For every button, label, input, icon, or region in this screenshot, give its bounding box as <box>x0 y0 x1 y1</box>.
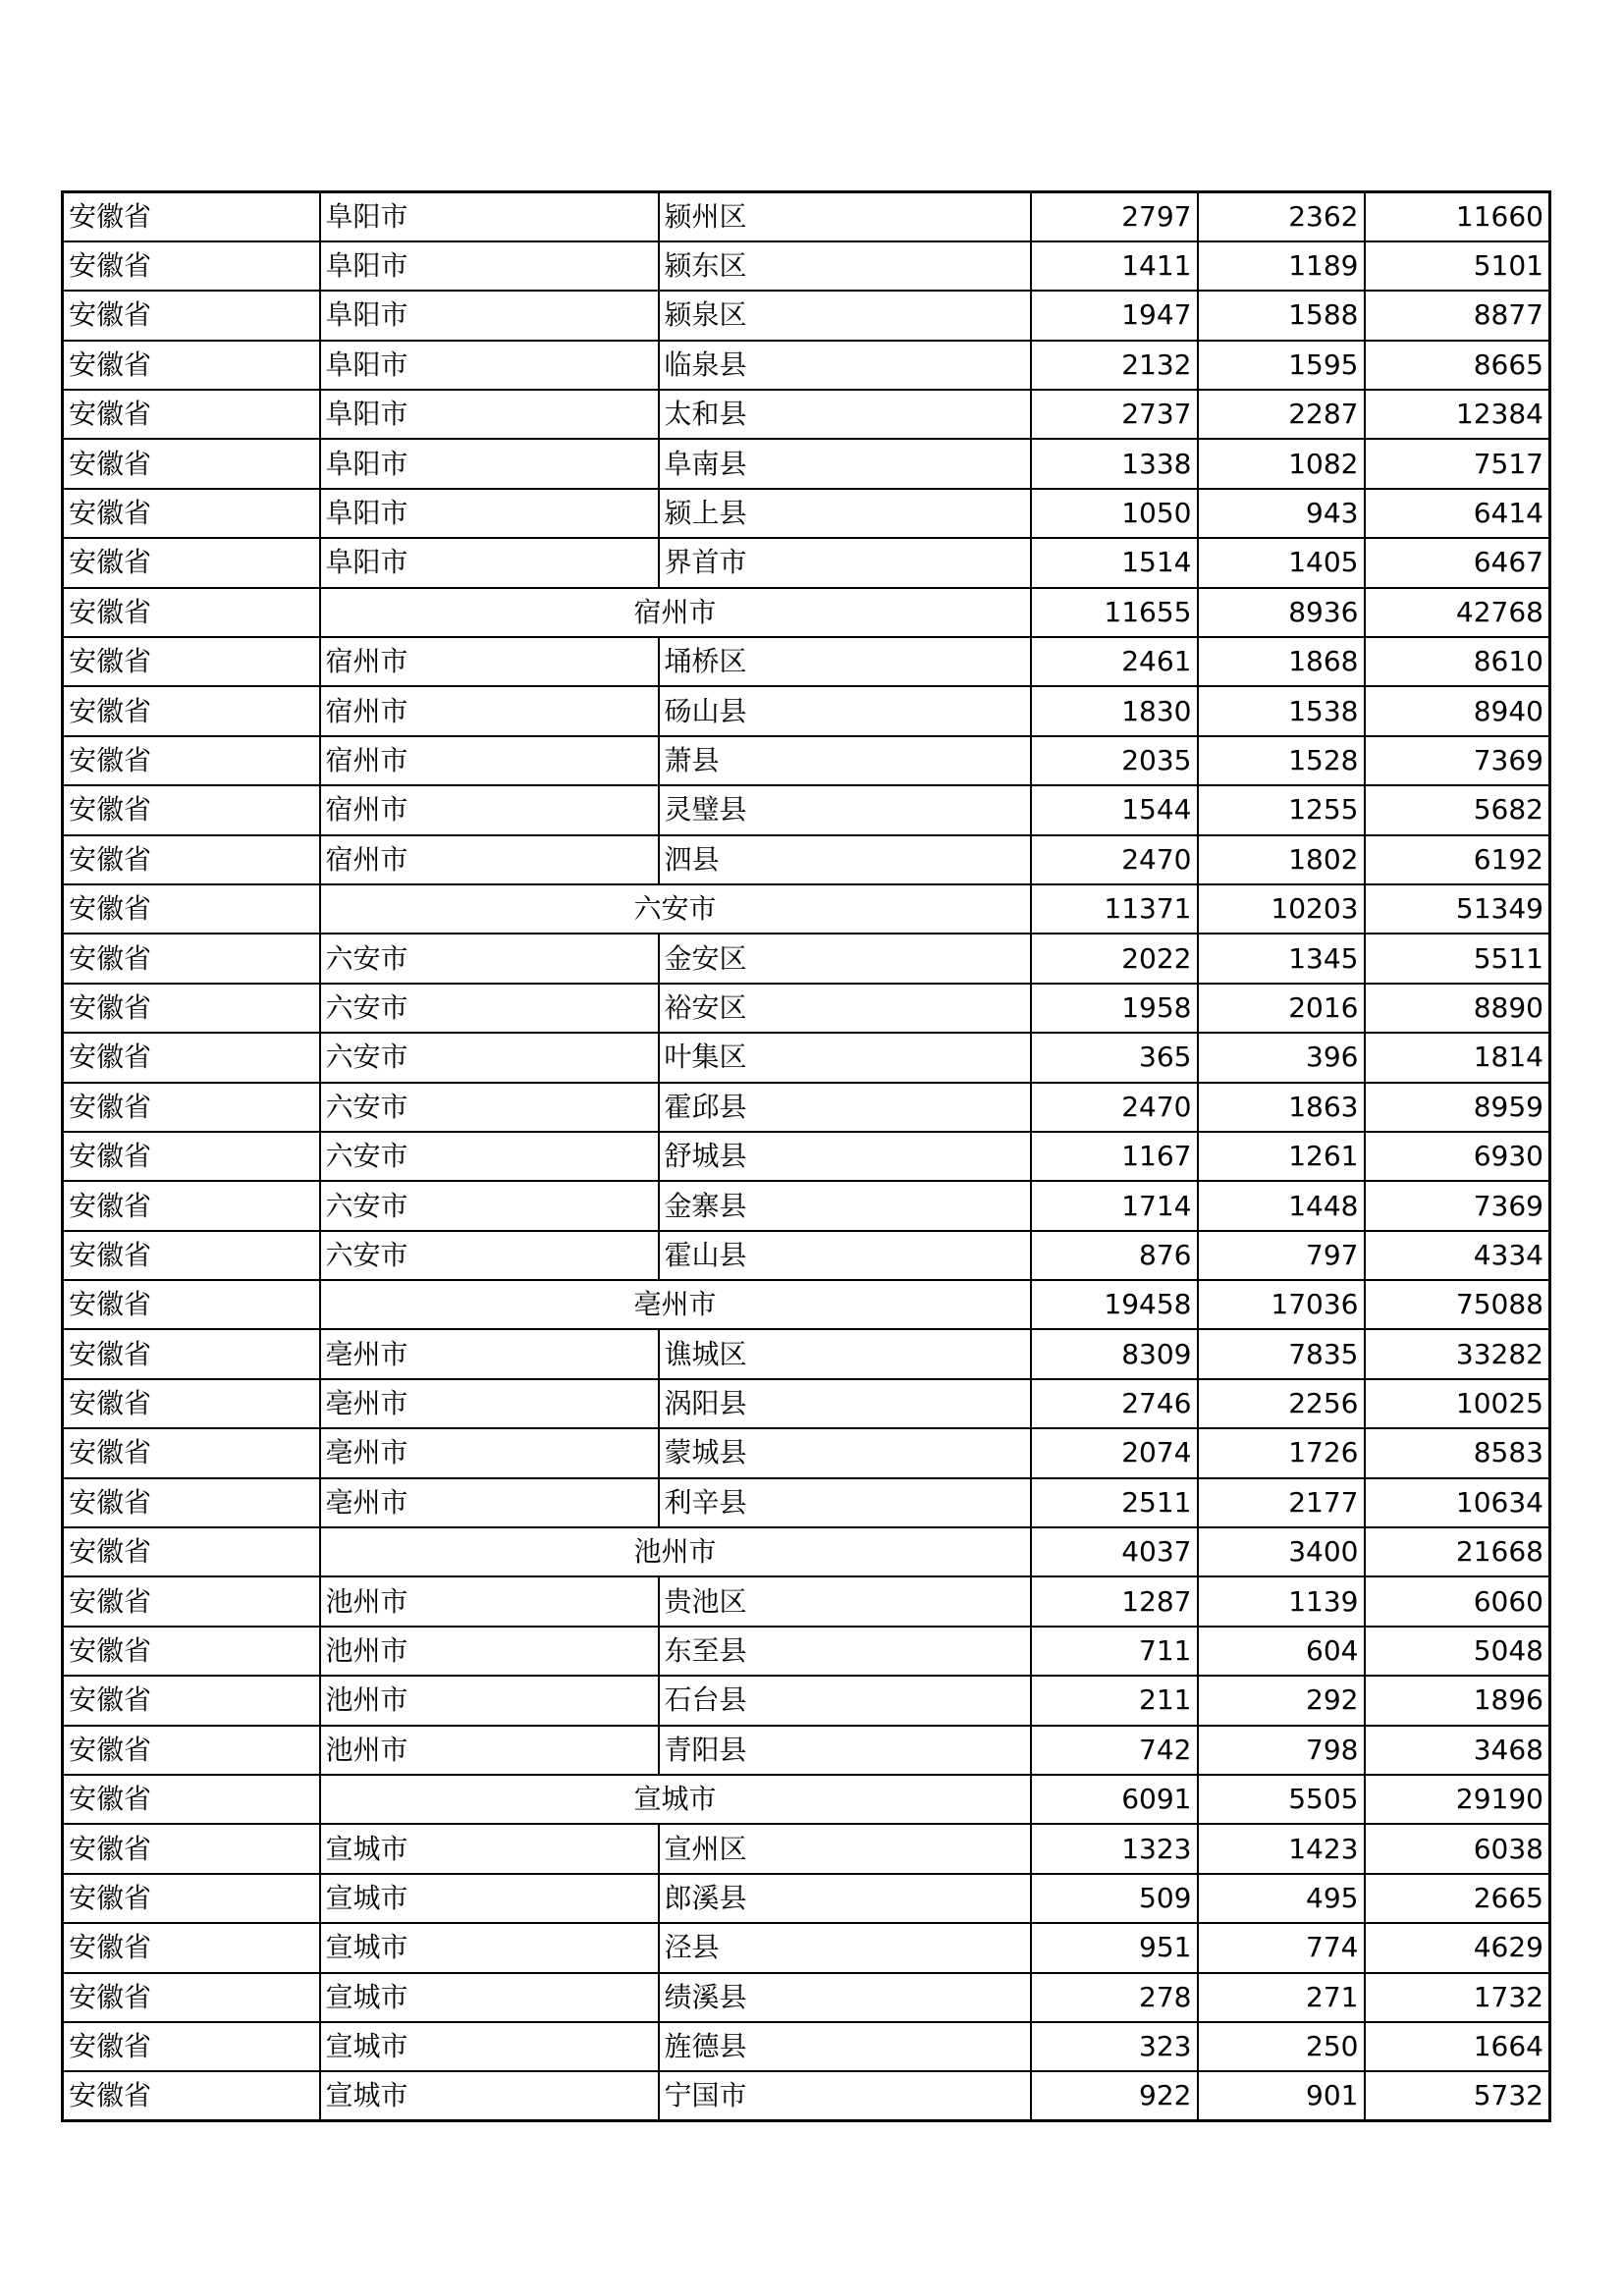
province-cell: 安徽省 <box>63 489 320 538</box>
value-cell-1: 6091 <box>1031 1775 1198 1824</box>
province-cell: 安徽省 <box>63 1726 320 1775</box>
value-cell-2: 1345 <box>1198 934 1365 983</box>
value-cell-3: 11660 <box>1365 192 1550 241</box>
city-cell: 宿州市 <box>320 736 659 785</box>
province-cell: 安徽省 <box>63 637 320 686</box>
table-row <box>63 439 1550 488</box>
table-row <box>63 1132 1550 1181</box>
value-cell-2: 2362 <box>1198 192 1365 241</box>
city-cell: 六安市 <box>320 934 659 983</box>
value-cell-3: 6038 <box>1365 1824 1550 1873</box>
city-cell: 亳州市 <box>320 1329 659 1378</box>
value-cell-2: 1082 <box>1198 439 1365 488</box>
province-cell: 安徽省 <box>63 1627 320 1676</box>
county-cell: 石台县 <box>659 1676 1031 1725</box>
table-body <box>63 192 1550 2121</box>
province-cell: 安徽省 <box>63 1874 320 1923</box>
table-row <box>63 686 1550 735</box>
value-cell-1: 1323 <box>1031 1824 1198 1873</box>
province-cell: 安徽省 <box>63 439 320 488</box>
value-cell-1: 2511 <box>1031 1478 1198 1527</box>
province-cell: 安徽省 <box>63 1083 320 1132</box>
value-cell-2: 1255 <box>1198 785 1365 834</box>
city-cell: 宣城市 <box>320 2022 659 2071</box>
value-cell-1: 2022 <box>1031 934 1198 983</box>
table-row <box>63 1726 1550 1775</box>
city-cell: 宣城市 <box>320 1923 659 1972</box>
city-cell: 阜阳市 <box>320 291 659 340</box>
value-cell-3: 4629 <box>1365 1923 1550 1972</box>
city-cell: 池州市 <box>320 1627 659 1676</box>
value-cell-1: 1287 <box>1031 1576 1198 1626</box>
value-cell-1: 509 <box>1031 1874 1198 1923</box>
county-cell: 宁国市 <box>659 2071 1031 2120</box>
city-cell: 六安市 <box>320 1231 659 1280</box>
value-cell-2: 2287 <box>1198 390 1365 439</box>
city-cell: 亳州市 <box>320 1428 659 1477</box>
value-cell-1: 1514 <box>1031 538 1198 587</box>
value-cell-1: 742 <box>1031 1726 1198 1775</box>
value-cell-3: 29190 <box>1365 1775 1550 1824</box>
table-row <box>63 489 1550 538</box>
value-cell-3: 3468 <box>1365 1726 1550 1775</box>
table-row <box>63 934 1550 983</box>
table-row <box>63 785 1550 834</box>
city-cell: 六安市 <box>320 1083 659 1132</box>
value-cell-2: 2016 <box>1198 984 1365 1033</box>
value-cell-1: 2470 <box>1031 1083 1198 1132</box>
city-cell: 阜阳市 <box>320 538 659 587</box>
value-cell-2: 774 <box>1198 1923 1365 1972</box>
value-cell-3: 8940 <box>1365 686 1550 735</box>
table-row <box>63 2022 1550 2071</box>
province-cell: 安徽省 <box>63 1824 320 1873</box>
value-cell-3: 1896 <box>1365 1676 1550 1725</box>
city-total-name-cell: 宿州市 <box>320 588 1031 637</box>
value-cell-2: 17036 <box>1198 1280 1365 1329</box>
county-cell: 灵璧县 <box>659 785 1031 834</box>
value-cell-3: 5511 <box>1365 934 1550 983</box>
city-cell: 六安市 <box>320 1181 659 1230</box>
value-cell-2: 1405 <box>1198 538 1365 587</box>
city-cell: 阜阳市 <box>320 192 659 241</box>
table-row <box>63 1231 1550 1280</box>
county-cell: 颍上县 <box>659 489 1031 538</box>
city-total-row <box>63 1280 1550 1329</box>
county-cell: 砀山县 <box>659 686 1031 735</box>
county-cell: 蒙城县 <box>659 1428 1031 1477</box>
value-cell-1: 876 <box>1031 1231 1198 1280</box>
province-cell: 安徽省 <box>63 241 320 291</box>
value-cell-2: 901 <box>1198 2071 1365 2120</box>
province-cell: 安徽省 <box>63 1775 320 1824</box>
value-cell-3: 33282 <box>1365 1329 1550 1378</box>
value-cell-2: 271 <box>1198 1973 1365 2022</box>
province-cell: 安徽省 <box>63 1132 320 1181</box>
value-cell-1: 2035 <box>1031 736 1198 785</box>
city-cell: 池州市 <box>320 1676 659 1725</box>
value-cell-2: 797 <box>1198 1231 1365 1280</box>
value-cell-3: 8610 <box>1365 637 1550 686</box>
value-cell-1: 365 <box>1031 1033 1198 1082</box>
value-cell-3: 8959 <box>1365 1083 1550 1132</box>
value-cell-2: 1528 <box>1198 736 1365 785</box>
city-cell: 宿州市 <box>320 686 659 735</box>
value-cell-2: 1726 <box>1198 1428 1365 1477</box>
value-cell-3: 10634 <box>1365 1478 1550 1527</box>
value-cell-2: 1863 <box>1198 1083 1365 1132</box>
province-cell: 安徽省 <box>63 984 320 1033</box>
city-cell: 宿州市 <box>320 637 659 686</box>
province-cell: 安徽省 <box>63 538 320 587</box>
county-cell: 颍州区 <box>659 192 1031 241</box>
county-cell: 绩溪县 <box>659 1973 1031 2022</box>
table-row <box>63 1576 1550 1626</box>
county-cell: 界首市 <box>659 538 1031 587</box>
value-cell-3: 12384 <box>1365 390 1550 439</box>
province-cell: 安徽省 <box>63 1280 320 1329</box>
province-cell: 安徽省 <box>63 390 320 439</box>
province-cell: 安徽省 <box>63 736 320 785</box>
table-row <box>63 341 1550 390</box>
table-row <box>63 1923 1550 1972</box>
county-cell: 青阳县 <box>659 1726 1031 1775</box>
value-cell-1: 11371 <box>1031 884 1198 934</box>
value-cell-3: 6060 <box>1365 1576 1550 1626</box>
province-cell: 安徽省 <box>63 1527 320 1576</box>
table-row <box>63 984 1550 1033</box>
city-cell: 池州市 <box>320 1576 659 1626</box>
city-cell: 阜阳市 <box>320 489 659 538</box>
city-cell: 六安市 <box>320 984 659 1033</box>
city-total-row <box>63 588 1550 637</box>
table-row <box>63 835 1550 884</box>
city-cell: 阜阳市 <box>320 390 659 439</box>
value-cell-2: 396 <box>1198 1033 1365 1082</box>
value-cell-2: 292 <box>1198 1676 1365 1725</box>
table-row <box>63 241 1550 291</box>
value-cell-2: 2177 <box>1198 1478 1365 1527</box>
county-cell: 裕安区 <box>659 984 1031 1033</box>
value-cell-1: 2797 <box>1031 192 1198 241</box>
value-cell-2: 1189 <box>1198 241 1365 291</box>
province-cell: 安徽省 <box>63 934 320 983</box>
city-total-name-cell: 池州市 <box>320 1527 1031 1576</box>
value-cell-2: 7835 <box>1198 1329 1365 1378</box>
value-cell-3: 8583 <box>1365 1428 1550 1477</box>
city-cell: 宣城市 <box>320 1973 659 2022</box>
table-row <box>63 637 1550 686</box>
value-cell-1: 211 <box>1031 1676 1198 1725</box>
value-cell-3: 4334 <box>1365 1231 1550 1280</box>
table-row <box>63 1428 1550 1477</box>
table-row <box>63 1033 1550 1082</box>
value-cell-3: 8890 <box>1365 984 1550 1033</box>
province-cell: 安徽省 <box>63 192 320 241</box>
county-cell: 太和县 <box>659 390 1031 439</box>
value-cell-1: 711 <box>1031 1627 1198 1676</box>
city-cell: 宿州市 <box>320 835 659 884</box>
value-cell-1: 4037 <box>1031 1527 1198 1576</box>
province-cell: 安徽省 <box>63 1181 320 1230</box>
value-cell-1: 2746 <box>1031 1379 1198 1428</box>
county-cell: 郎溪县 <box>659 1874 1031 1923</box>
city-cell: 阜阳市 <box>320 439 659 488</box>
county-cell: 旌德县 <box>659 2022 1031 2071</box>
value-cell-1: 1411 <box>1031 241 1198 291</box>
value-cell-1: 2074 <box>1031 1428 1198 1477</box>
city-cell: 亳州市 <box>320 1379 659 1428</box>
value-cell-1: 323 <box>1031 2022 1198 2071</box>
county-cell: 贵池区 <box>659 1576 1031 1626</box>
value-cell-3: 1664 <box>1365 2022 1550 2071</box>
province-cell: 安徽省 <box>63 588 320 637</box>
county-cell: 颍东区 <box>659 241 1031 291</box>
value-cell-3: 6930 <box>1365 1132 1550 1181</box>
value-cell-3: 5732 <box>1365 2071 1550 2120</box>
city-cell: 阜阳市 <box>320 341 659 390</box>
value-cell-3: 10025 <box>1365 1379 1550 1428</box>
table-row <box>63 2071 1550 2120</box>
province-cell: 安徽省 <box>63 1478 320 1527</box>
value-cell-2: 1802 <box>1198 835 1365 884</box>
value-cell-3: 8877 <box>1365 291 1550 340</box>
value-cell-2: 3400 <box>1198 1527 1365 1576</box>
value-cell-2: 2256 <box>1198 1379 1365 1428</box>
province-cell: 安徽省 <box>63 1329 320 1378</box>
city-total-name-cell: 六安市 <box>320 884 1031 934</box>
county-cell: 萧县 <box>659 736 1031 785</box>
province-cell: 安徽省 <box>63 1428 320 1477</box>
table-row <box>63 1676 1550 1725</box>
value-cell-3: 2665 <box>1365 1874 1550 1923</box>
value-cell-1: 1338 <box>1031 439 1198 488</box>
county-cell: 泾县 <box>659 1923 1031 1972</box>
value-cell-1: 1050 <box>1031 489 1198 538</box>
value-cell-3: 7369 <box>1365 1181 1550 1230</box>
county-cell: 霍山县 <box>659 1231 1031 1280</box>
value-cell-3: 6467 <box>1365 538 1550 587</box>
table-row <box>63 192 1550 241</box>
value-cell-3: 5101 <box>1365 241 1550 291</box>
city-total-name-cell: 宣城市 <box>320 1775 1031 1824</box>
county-cell: 埇桥区 <box>659 637 1031 686</box>
value-cell-3: 6414 <box>1365 489 1550 538</box>
table-row <box>63 1627 1550 1676</box>
value-cell-2: 1423 <box>1198 1824 1365 1873</box>
city-total-name-cell: 亳州市 <box>320 1280 1031 1329</box>
province-cell: 安徽省 <box>63 686 320 735</box>
value-cell-2: 1448 <box>1198 1181 1365 1230</box>
city-cell: 宣城市 <box>320 1874 659 1923</box>
value-cell-2: 1868 <box>1198 637 1365 686</box>
county-cell: 谯城区 <box>659 1329 1031 1378</box>
value-cell-2: 1538 <box>1198 686 1365 735</box>
province-cell: 安徽省 <box>63 2071 320 2120</box>
value-cell-1: 922 <box>1031 2071 1198 2120</box>
province-cell: 安徽省 <box>63 1231 320 1280</box>
county-cell: 涡阳县 <box>659 1379 1031 1428</box>
value-cell-3: 21668 <box>1365 1527 1550 1576</box>
value-cell-3: 8665 <box>1365 341 1550 390</box>
table-row <box>63 1083 1550 1132</box>
county-cell: 东至县 <box>659 1627 1031 1676</box>
city-cell: 宿州市 <box>320 785 659 834</box>
value-cell-2: 798 <box>1198 1726 1365 1775</box>
county-cell: 颍泉区 <box>659 291 1031 340</box>
city-cell: 池州市 <box>320 1726 659 1775</box>
value-cell-1: 1947 <box>1031 291 1198 340</box>
province-cell: 安徽省 <box>63 785 320 834</box>
value-cell-1: 11655 <box>1031 588 1198 637</box>
province-cell: 安徽省 <box>63 1033 320 1082</box>
value-cell-3: 42768 <box>1365 588 1550 637</box>
value-cell-2: 943 <box>1198 489 1365 538</box>
table-row <box>63 1379 1550 1428</box>
value-cell-1: 1830 <box>1031 686 1198 735</box>
value-cell-2: 250 <box>1198 2022 1365 2071</box>
province-cell: 安徽省 <box>63 1923 320 1972</box>
county-cell: 泗县 <box>659 835 1031 884</box>
value-cell-3: 51349 <box>1365 884 1550 934</box>
value-cell-1: 19458 <box>1031 1280 1198 1329</box>
value-cell-1: 1958 <box>1031 984 1198 1033</box>
table-row <box>63 1181 1550 1230</box>
county-cell: 叶集区 <box>659 1033 1031 1082</box>
value-cell-1: 1544 <box>1031 785 1198 834</box>
value-cell-3: 75088 <box>1365 1280 1550 1329</box>
value-cell-2: 495 <box>1198 1874 1365 1923</box>
value-cell-2: 604 <box>1198 1627 1365 1676</box>
city-cell: 宣城市 <box>320 1824 659 1873</box>
value-cell-2: 1595 <box>1198 341 1365 390</box>
value-cell-2: 10203 <box>1198 884 1365 934</box>
table-row <box>63 1824 1550 1873</box>
value-cell-3: 7369 <box>1365 736 1550 785</box>
value-cell-1: 951 <box>1031 1923 1198 1972</box>
city-cell: 宣城市 <box>320 2071 659 2120</box>
value-cell-2: 1139 <box>1198 1576 1365 1626</box>
county-cell: 阜南县 <box>659 439 1031 488</box>
county-cell: 霍邱县 <box>659 1083 1031 1132</box>
data-table <box>61 190 1551 2122</box>
value-cell-3: 1732 <box>1365 1973 1550 2022</box>
table-row <box>63 538 1550 587</box>
value-cell-1: 2461 <box>1031 637 1198 686</box>
county-cell: 临泉县 <box>659 341 1031 390</box>
value-cell-1: 8309 <box>1031 1329 1198 1378</box>
county-cell: 宣州区 <box>659 1824 1031 1873</box>
value-cell-3: 7517 <box>1365 439 1550 488</box>
value-cell-2: 1261 <box>1198 1132 1365 1181</box>
value-cell-3: 1814 <box>1365 1033 1550 1082</box>
value-cell-3: 6192 <box>1365 835 1550 884</box>
province-cell: 安徽省 <box>63 1973 320 2022</box>
city-total-row <box>63 1775 1550 1824</box>
value-cell-3: 5048 <box>1365 1627 1550 1676</box>
county-cell: 利辛县 <box>659 1478 1031 1527</box>
province-cell: 安徽省 <box>63 1676 320 1725</box>
city-cell: 六安市 <box>320 1033 659 1082</box>
province-cell: 安徽省 <box>63 1379 320 1428</box>
table-row <box>63 736 1550 785</box>
province-cell: 安徽省 <box>63 2022 320 2071</box>
table-row <box>63 1874 1550 1923</box>
province-cell: 安徽省 <box>63 835 320 884</box>
value-cell-1: 1167 <box>1031 1132 1198 1181</box>
value-cell-1: 2132 <box>1031 341 1198 390</box>
value-cell-3: 5682 <box>1365 785 1550 834</box>
province-cell: 安徽省 <box>63 1576 320 1626</box>
value-cell-1: 278 <box>1031 1973 1198 2022</box>
value-cell-1: 2470 <box>1031 835 1198 884</box>
city-total-row <box>63 1527 1550 1576</box>
table-row <box>63 1478 1550 1527</box>
province-cell: 安徽省 <box>63 341 320 390</box>
value-cell-2: 8936 <box>1198 588 1365 637</box>
city-total-row <box>63 884 1550 934</box>
value-cell-2: 5505 <box>1198 1775 1365 1824</box>
province-cell: 安徽省 <box>63 884 320 934</box>
county-cell: 金寨县 <box>659 1181 1031 1230</box>
table-row <box>63 1973 1550 2022</box>
county-cell: 舒城县 <box>659 1132 1031 1181</box>
table-row <box>63 390 1550 439</box>
province-cell: 安徽省 <box>63 291 320 340</box>
city-cell: 六安市 <box>320 1132 659 1181</box>
city-cell: 亳州市 <box>320 1478 659 1527</box>
value-cell-1: 2737 <box>1031 390 1198 439</box>
table-row <box>63 1329 1550 1378</box>
table-row <box>63 291 1550 340</box>
county-cell: 金安区 <box>659 934 1031 983</box>
city-cell: 阜阳市 <box>320 241 659 291</box>
value-cell-1: 1714 <box>1031 1181 1198 1230</box>
value-cell-2: 1588 <box>1198 291 1365 340</box>
